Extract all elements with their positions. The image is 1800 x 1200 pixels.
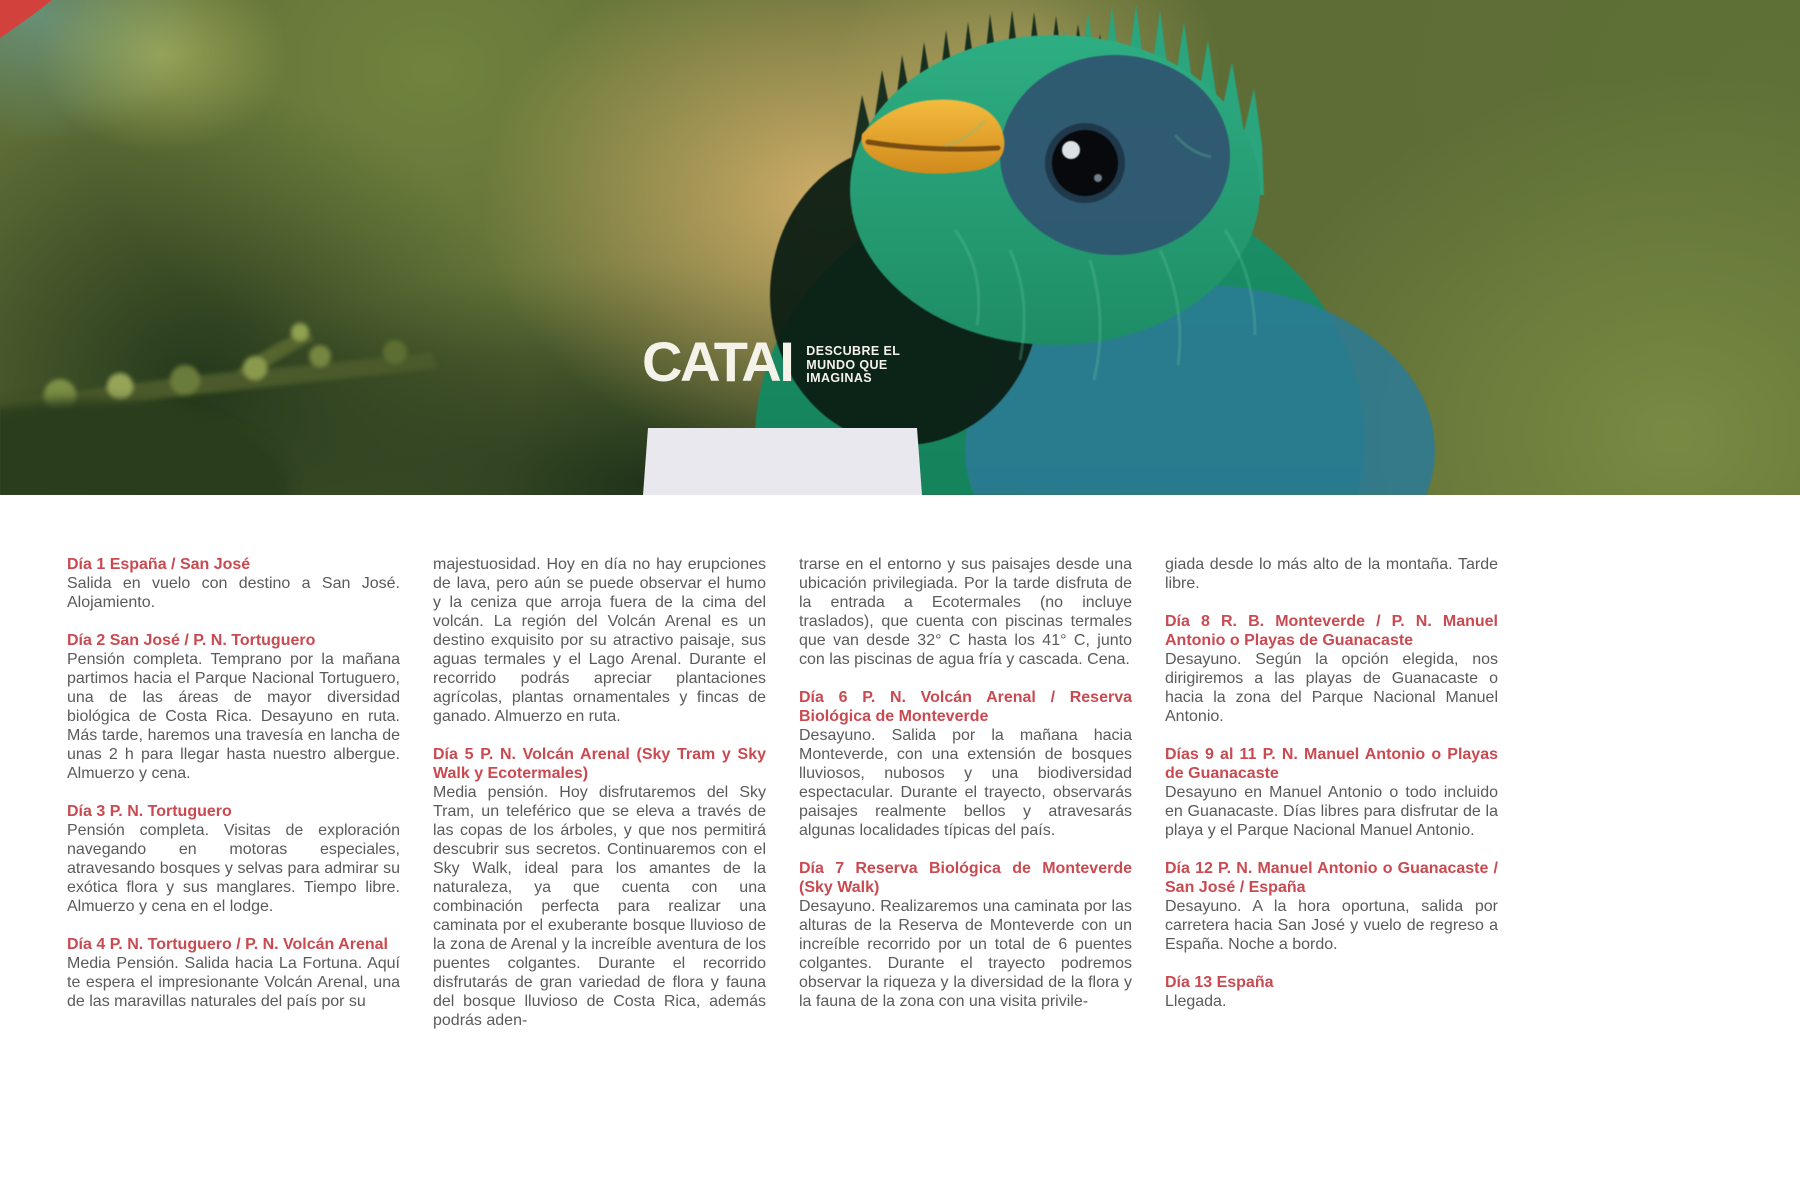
day-heading: Día 6 P. N. Volcán Arenal / Reserva Biológica de Monteverde: [799, 689, 1132, 725]
day-description: Llegada.: [1165, 993, 1227, 1010]
foreground-foliage: [0, 400, 290, 495]
day-heading: Día 1 España / San José: [67, 556, 251, 573]
catai-logo-block: [642, 330, 901, 393]
day-description: majestuosidad. Hoy en día no hay erupciones de lava, pero aún se puede observar el humo y la ceniza que arroja fuera de la cima del volcán. La región del Volcán Arenal es un destino exquisito por su atractivo paisaje, sus aguas termales y el Lago Arenal. Durante el recorrido podrás apreciar plantaciones agrícolas, plantas ornamentales y fincas de ganado. Almuerzo en ruta.: [433, 556, 766, 725]
day-description: trarse en el entorno y sus paisajes desde una ubicación privilegiada. Por la tarde disfruta de la entrada a Ecotermales (no incluye traslados), que cuenta con piscinas termales que van desde 32° C hasta los 41° C, junto con las piscinas de agua fría y cascada. Cena.: [799, 556, 1132, 668]
itinerary-column-1: [67, 555, 400, 1049]
tagline-line: DESCUBRE EL: [806, 344, 901, 358]
logo-tagline: [806, 345, 900, 386]
day-heading: Día 5 P. N. Volcán Arenal (Sky Tram y Sky Walk y Ecotermales): [433, 746, 766, 782]
day-description: Desayuno. Salida por la mañana hacia Monteverde, con una extensión de bosques lluviosos, nubosos y una biodiversidad espectacular. Durante el trayecto, observarás paisajes realmente bellos y atravesarás algunas localidades típicas del país.: [799, 727, 1132, 839]
itinerary-column-2: [433, 555, 766, 1049]
day-heading: Día 13 España: [1165, 974, 1274, 991]
day-description: Desayuno. Realizaremos una caminata por las alturas de la Reserva de Monteverde con un increíble recorrido por un total de 6 puentes colgantes. Durante el trayecto podremos observar la riqueza y la diversidad de la flora y la fauna de la zona con una visita privile-: [799, 898, 1132, 1010]
day-heading: Día 3 P. N. Tortuguero: [67, 803, 232, 820]
quetzal-bird: [755, 4, 1435, 495]
day-heading: Día 2 San José / P. N. Tortuguero: [67, 632, 316, 649]
title-plate: [643, 428, 922, 495]
day-description: Media Pensión. Salida hacia La Fortuna. Aquí te espera el impresionante Volcán Arenal, una de las maravillas naturales del país por su: [67, 955, 400, 1010]
day-heading: Día 12 P. N. Manuel Antonio o Guanacaste / San José / España: [1165, 860, 1498, 896]
day-description: Desayuno. Según la opción elegida, nos dirigiremos a las playas de Guanacaste o hacia la zona del Parque Nacional Manuel Antonio.: [1165, 651, 1498, 725]
itinerary-column-3: [799, 555, 1132, 1049]
day-heading: Día 4 P. N. Tortuguero / P. N. Volcán Arenal: [67, 936, 388, 953]
hero-photo: [0, 0, 1800, 495]
itinerary-section: [0, 495, 1800, 1049]
day-description: Desayuno en Manuel Antonio o todo incluido en Guanacaste. Días libres para disfrutar de la playa y el Parque Nacional Manuel Antonio.: [1165, 784, 1498, 839]
catai-logo: CATAI: [642, 330, 793, 393]
quetzal-bird-illustration: [0, 0, 1800, 495]
day-description: Media pensión. Hoy disfrutaremos del Sky Tram, un teleférico que se eleva a través de las copas de los árboles, y que nos permitirá descubrir sus secretos. Continuaremos con el Sky Walk, ideal para los amantes de la naturaleza, ya que cuenta con una combinación perfecta para realizar una caminata por el exuberante bosque lluvioso de la zona de Arenal y la increíble aventura de los puentes colgantes. Durante el recorrido disfrutarás de gran variedad de flora y fauna del bosque lluvioso de Costa Rica, además podrás aden-: [433, 784, 766, 1029]
bird-eye: [1052, 130, 1118, 196]
day-description: Pensión completa. Visitas de exploración navegando en motoras especiales, atravesando bosques y selvas para admirar su exótica flora y sus manglares. Tiempo libre. Almuerzo y cena en el lodge.: [67, 822, 400, 915]
day-description: Salida en vuelo con destino a San José. Alojamiento.: [67, 575, 400, 611]
day-description: Desayuno. A la hora oportuna, salida por carretera hacia San José y vuelo de regreso a España. Noche a bordo.: [1165, 898, 1498, 953]
itinerary-column-4: [1165, 555, 1498, 1049]
day-description: giada desde lo más alto de la montaña. Tarde libre.: [1165, 556, 1498, 592]
day-heading: Día 8 R. B. Monteverde / P. N. Manuel Antonio o Playas de Guanacaste: [1165, 613, 1498, 649]
tagline-line: IMAGINAS: [806, 371, 872, 385]
day-heading: Día 7 Reserva Biológica de Monteverde (Sky Walk): [799, 860, 1132, 896]
day-heading: Días 9 al 11 P. N. Manuel Antonio o Playas de Guanacaste: [1165, 746, 1498, 782]
tagline-line: MUNDO QUE: [806, 357, 888, 372]
day-description: Pensión completa. Temprano por la mañana partimos hacia el Parque Nacional Tortuguero, una de las áreas de mayor diversidad biológica de Costa Rica. Desayuno en ruta. Más tarde, haremos una travesía en lancha de unas 2 h para llegar hasta nuestro albergue. Almuerzo y cena.: [67, 651, 400, 782]
